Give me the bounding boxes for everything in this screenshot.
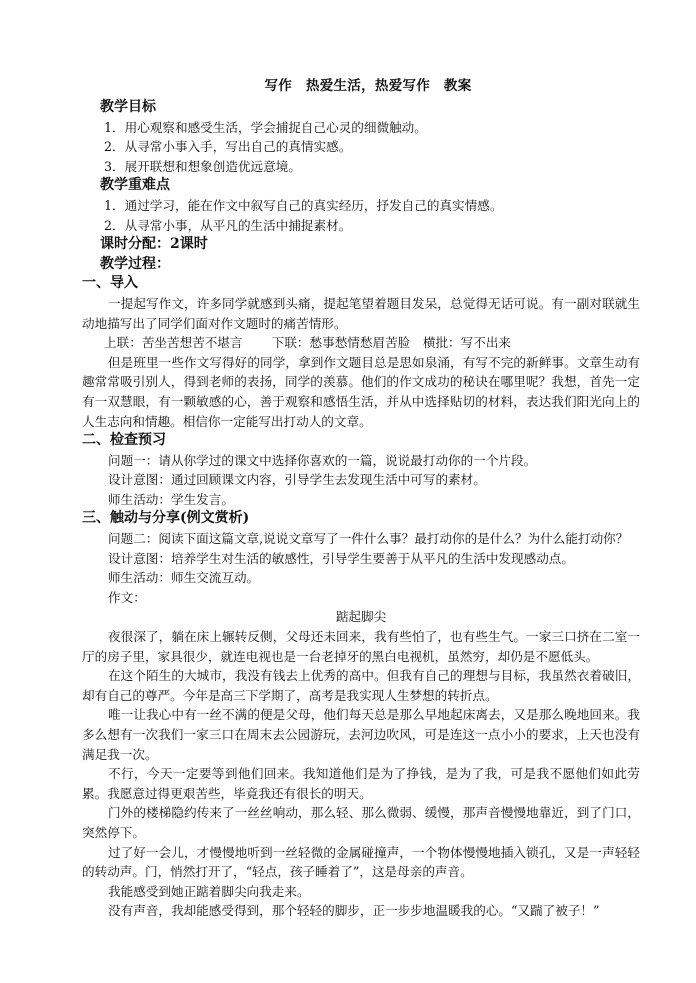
intro-paragraph: 一提起写作文，许多同学就感到头痛，提起笔望着题目发呆，总觉得无话可说。有一副对联就生动地描写出了同学们面对作文题时的痛苦情形。 <box>82 295 640 331</box>
preview-line: 师生活动：学生发言。 <box>108 491 234 507</box>
essay-paragraph: 夜很深了，躺在床上辗转反侧，父母还未回来，我有些怕了，也有些生气。一家三口挤在二室一厅的房子里，家具很少，就连电视也是一台老掉牙的黑白电视机，虽然穷，却仍是不愿低头。 <box>82 629 640 664</box>
document-title: 写作 热爱生活，热爱写作 教案 <box>264 78 472 94</box>
preview-line: 问题一：请从你学过的课文中选择你喜欢的一篇，说说最打动你的一个片段。 <box>108 452 537 468</box>
preview-line: 设计意图：通过回顾课文内容，引导学生去发现生活中可写的素材。 <box>108 472 486 488</box>
hours-line: 课时分配：2课时 <box>100 236 208 253</box>
keypoints-heading: 教学重难点 <box>100 177 170 194</box>
goal-item: 2．从寻常小事入手，写出自己的真情实感。 <box>104 139 352 155</box>
section-preview-heading: 二、检查预习 <box>82 432 166 449</box>
essay-paragraph: 过了好一会儿，才慢慢地听到一丝轻微的金属碰撞声，一个物体慢慢地插入锁孔，又是一声轻轻的转动声。门，悄然打开了，“轻点，孩子睡着了”，这是母亲的声音。 <box>82 844 640 880</box>
share-line: 师生活动：师生交流互动。 <box>108 570 260 586</box>
essay-paragraph: 我能感受到她正踮着脚尖向我走来。 <box>108 883 310 899</box>
essay-paragraph: 在这个陌生的大城市，我没有钱去上优秀的高中。但我有自己的理想与目标，我虽然衣着破旧，却有自己的尊严。今年是高三下学期了，高考是我实现人生梦想的转折点。 <box>82 668 640 703</box>
goal-item: 1．用心观察和感受生活，学会捕捉自己心灵的细微触动。 <box>104 119 427 135</box>
section-share-heading: 三、触动与分享(例文赏析) <box>82 510 250 527</box>
couplet-line: 上联：苦坐苦想苦不堪言 下联：愁事愁情愁眉苦脸 横批：写不出来 <box>104 335 512 351</box>
essay-paragraph: 门外的楼梯隐约传来了一丝丝响动，那么轻、那么微弱、缓慢，那声音慢慢地靠近，到了门口，突然停下。 <box>82 805 640 840</box>
essay-title: 踮起脚尖 <box>335 609 387 625</box>
keypoint-item: 1．通过学习，能在作文中叙写自己的真实经历，抒发自己的真实情感。 <box>104 197 503 213</box>
intro-paragraph: 但是班里一些作文写得好的同学，拿到作文题目总是思如泉涌，有写不完的新鲜事。文章生动有趣常常吸引别人，得到老师的表扬，同学的羡慕。他们的作文成功的秘诀在哪里呢？我想，首先一定有一双慧眼，有一颗敏感的心，善于观察和感悟生活，并从中选择贴切的材料，表达我们阳光向上的人生志向和情趣。相信你一定能写出打动人的文章。 <box>82 354 640 429</box>
goals-heading: 教学目标 <box>100 99 156 115</box>
section-intro-heading: 一、导入 <box>82 275 138 292</box>
share-line: 问题二：阅读下面这篇文章,说说文章写了一件什么事？最打动你的是什么？为什么能打动你？ <box>108 531 629 547</box>
essay-paragraph: 不行，今天一定要等到他们回来。我知道他们是为了挣钱，是为了我，可是我不愿他们如此劳累。我愿意过得更艰苦些，毕竟我还有很长的明天。 <box>82 766 640 801</box>
essay-paragraph: 唯一让我心中有一丝不满的便是父母，他们每天总是那么早地起床离去，又是那么晚地回来。我多么想有一次我们一家三口在周末去公园游玩，去河边吹风，可是连这一点小小的要求，上天也没有满足我一次。 <box>82 707 640 762</box>
essay-paragraph: 没有声音，我却能感受得到，那个轻轻的脚步，正一步步地温暖我的心。“又踹了被子！” <box>108 903 600 919</box>
share-line: 设计意图：培养学生对生活的敏感性，引导学生要善于从平凡的生活中发现感动点。 <box>108 550 574 566</box>
share-line: 作文： <box>108 589 146 605</box>
process-heading: 教学过程： <box>100 255 170 272</box>
keypoint-item: 2．从寻常小事，从平凡的生活中捕捉素材。 <box>104 217 352 233</box>
goal-item: 3．展开联想和想象创造优远意境。 <box>104 158 301 174</box>
